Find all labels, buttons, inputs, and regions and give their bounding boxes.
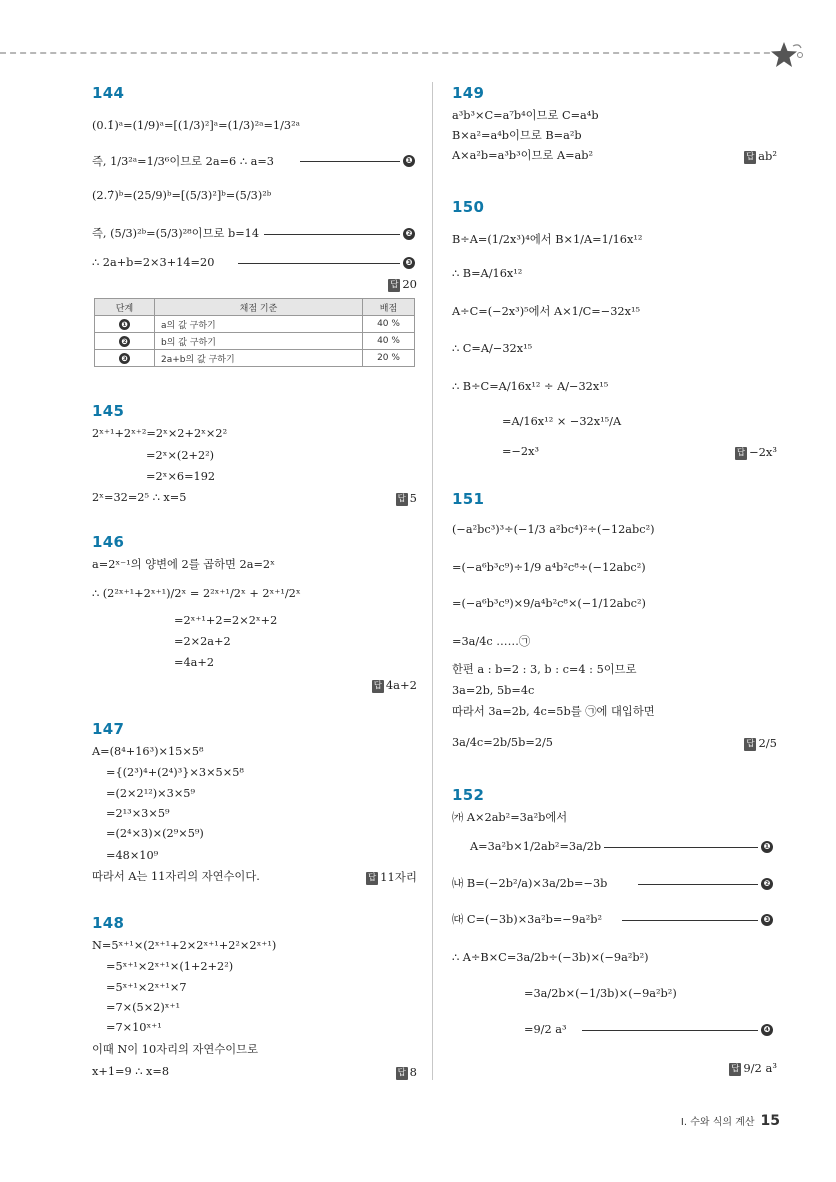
problem-number: 149 bbox=[452, 84, 485, 102]
rubric-criterion: a의 값 구하기 bbox=[155, 316, 363, 333]
problem-number: 145 bbox=[92, 402, 125, 420]
leader-line bbox=[264, 234, 400, 235]
answer-value: 11자리 bbox=[380, 870, 417, 884]
problem-number: 150 bbox=[452, 198, 485, 216]
solution-line: 2ˣ⁺¹+2ˣ⁺²=2ˣ×2+2ˣ×2² bbox=[92, 427, 228, 440]
answer-value: 8 bbox=[409, 1065, 417, 1079]
solution-line: =48×10⁹ bbox=[106, 849, 159, 862]
solution-line: B×a²=a⁴b이므로 B=a²b bbox=[452, 129, 582, 142]
leader-line bbox=[604, 847, 758, 848]
solution-line: ∴ B=A/16x¹² bbox=[452, 267, 523, 280]
solution-line: =(−a⁶b³c⁹)÷1/9 a⁴b²c⁸÷(−12abc²) bbox=[452, 561, 646, 574]
solution-line: =−2x³ bbox=[502, 445, 540, 458]
answer-badge: 답 bbox=[368, 873, 377, 883]
rubric-criterion: b의 값 구하기 bbox=[155, 333, 363, 350]
solution-line: (0.1̇)ᵃ=(1/9)ᵃ=[(1/3)²]ᵃ=(1/3)²ᵃ=1/3²ᵃ bbox=[92, 119, 300, 132]
answer bbox=[729, 1060, 777, 1076]
step-marker: ❸ bbox=[761, 914, 773, 926]
solution-line: ∴ C=A/−32x¹⁵ bbox=[452, 342, 533, 355]
answer-value: 5 bbox=[409, 491, 417, 505]
problem-number: 148 bbox=[92, 914, 125, 932]
solution-line: (−a²bc³)³÷(−1/3 a²bc⁴)²÷(−12abc²) bbox=[452, 523, 655, 536]
solution-line: 이때 N이 10자리의 자연수이므로 bbox=[92, 1043, 258, 1056]
leader-line bbox=[582, 1030, 758, 1031]
solution-line: 한편 a : b=2 : 3, b : c=4 : 5이므로 bbox=[452, 663, 637, 676]
rubric-header: 단계 bbox=[95, 299, 155, 316]
solution-line: a³b³×C=a⁷b⁴이므로 C=a⁴b bbox=[452, 109, 599, 122]
answer-value: 9/2 a³ bbox=[743, 1061, 777, 1075]
answer bbox=[372, 677, 417, 693]
solution-line: 즉, (5/3)²ᵇ=(5/3)²⁸이므로 b=14 bbox=[92, 227, 260, 240]
problem-number: 151 bbox=[452, 490, 485, 508]
solution-line: =7×10ˣ⁺¹ bbox=[106, 1021, 162, 1034]
rubric-header: 채점 기준 bbox=[155, 299, 363, 316]
solution-line: =2ˣ×6=192 bbox=[146, 470, 216, 483]
problem-number: 146 bbox=[92, 533, 125, 551]
solution-line: ㈎ A×2ab²=3a²b에서 bbox=[452, 811, 568, 824]
solution-line: =7×(5×2)ˣ⁺¹ bbox=[106, 1001, 181, 1014]
solution-line: 3a/4c=2b/5b=2/5 bbox=[452, 736, 553, 749]
answer-badge: 답 bbox=[746, 152, 755, 162]
solution-line: A÷C=(−2x³)⁵에서 A×1/C=−32x¹⁵ bbox=[452, 305, 641, 318]
solution-line: ={(2³)⁴+(2⁴)³}×3×5×5⁸ bbox=[106, 766, 244, 779]
step-marker: ❹ bbox=[761, 1024, 773, 1036]
solution-line: =3a/4c ……㉠ bbox=[452, 635, 531, 648]
column-divider bbox=[432, 82, 433, 1080]
answer-value: 2/5 bbox=[758, 736, 777, 750]
solution-line: A=3a²b×1/2ab²=3a/2b bbox=[470, 840, 602, 853]
solution-line: 따라서 3a=2b, 4c=5b를 ㉠에 대입하면 bbox=[452, 705, 655, 718]
step-marker: ❷ bbox=[761, 878, 773, 890]
solution-line: N=5ˣ⁺¹×(2ˣ⁺¹+2×2ˣ⁺¹+2²×2ˣ⁺¹) bbox=[92, 939, 277, 952]
chapter-title: Ⅰ. 수와 식의 계산 bbox=[680, 1117, 755, 1128]
answer bbox=[366, 869, 417, 885]
step-marker: ❷ bbox=[119, 336, 130, 347]
answer-badge: 답 bbox=[731, 1064, 740, 1074]
step-marker: ❸ bbox=[403, 257, 415, 269]
answer-value: ab² bbox=[758, 149, 777, 163]
solution-line: ㈏ B=(−2b²/a)×3a/2b=−3b bbox=[452, 877, 608, 890]
solution-line: ㈐ C=(−3b)×3a²b=−9a²b² bbox=[452, 913, 602, 926]
rubric-score: 20 % bbox=[363, 350, 415, 367]
solution-line: (2.7̇)ᵇ=(25/9)ᵇ=[(5/3)²]ᵇ=(5/3)²ᵇ bbox=[92, 189, 272, 202]
solution-line: =(−a⁶b³c⁹)×9/a⁴b²c⁸×(−1/12abc²) bbox=[452, 597, 646, 610]
solution-line: =9/2 a³ bbox=[524, 1023, 567, 1036]
problem-number: 144 bbox=[92, 84, 125, 102]
solution-line: a=2ˣ⁻¹의 양변에 2를 곱하면 2a=2ˣ bbox=[92, 558, 275, 571]
solution-line: =5ˣ⁺¹×2ˣ⁺¹×7 bbox=[106, 981, 187, 994]
leader-line bbox=[300, 161, 400, 162]
page-footer bbox=[640, 1110, 780, 1129]
leader-line bbox=[638, 884, 758, 885]
solution-line: A=(8⁴+16³)×15×5⁸ bbox=[92, 745, 204, 758]
answer bbox=[735, 444, 777, 460]
answer bbox=[744, 148, 777, 164]
leader-line bbox=[238, 263, 400, 264]
problem-number: 152 bbox=[452, 786, 485, 804]
answer bbox=[396, 1064, 417, 1080]
step-marker: ❶ bbox=[403, 155, 415, 167]
solution-line: ∴ A÷B×C=3a/2b÷(−3b)×(−9a²b²) bbox=[452, 951, 649, 964]
answer-badge: 답 bbox=[397, 1068, 406, 1078]
solution-line: =2ˣ×(2+2²) bbox=[146, 449, 215, 462]
solution-line: ∴ B÷C=A/16x¹² ÷ A/−32x¹⁵ bbox=[452, 380, 609, 393]
rubric-criterion: 2a+b의 값 구하기 bbox=[155, 350, 363, 367]
rubric-header: 배점 bbox=[363, 299, 415, 316]
solution-line: =A/16x¹² × −32x¹⁵/A bbox=[502, 415, 622, 428]
solution-line: 따라서 A는 11자리의 자연수이다. bbox=[92, 870, 260, 883]
answer-value: −2x³ bbox=[748, 445, 777, 459]
answer bbox=[396, 490, 417, 506]
problem-number: 147 bbox=[92, 720, 125, 738]
header-dashed-rule bbox=[0, 52, 790, 54]
solution-line: =2¹³×3×5⁹ bbox=[106, 807, 170, 820]
solution-line: x+1=9 ∴ x=8 bbox=[92, 1065, 170, 1078]
rubric-score: 40 % bbox=[363, 316, 415, 333]
solution-line: 2ˣ=32=2⁵ ∴ x=5 bbox=[92, 491, 187, 504]
answer-badge: 답 bbox=[746, 739, 755, 749]
solution-line: =4a+2 bbox=[174, 656, 215, 669]
rubric-row bbox=[95, 333, 415, 350]
answer-badge: 답 bbox=[390, 280, 399, 290]
solution-line: =(2×2¹²)×3×5⁹ bbox=[106, 787, 196, 800]
solution-line: =(2⁴×3)×(2⁹×5⁹) bbox=[106, 827, 204, 840]
solution-line: 3a=2b, 5b=4c bbox=[452, 684, 535, 697]
solution-line: 즉, 1/3²ᵃ=1/3⁶이므로 2a=6 ∴ a=3 bbox=[92, 155, 274, 168]
step-marker: ❶ bbox=[119, 319, 130, 330]
step-marker: ❸ bbox=[119, 353, 130, 364]
answer-value: 20 bbox=[402, 277, 417, 291]
rubric-row bbox=[95, 350, 415, 367]
solution-line: ∴ (2²ˣ⁺¹+2ˣ⁺¹)/2ˣ = 2²ˣ⁺¹/2ˣ + 2ˣ⁺¹/2ˣ bbox=[92, 587, 301, 600]
solution-line: =5ˣ⁺¹×2ˣ⁺¹×(1+2+2²) bbox=[106, 960, 234, 973]
page-number: 15 bbox=[760, 1113, 780, 1129]
solution-line: =2×2a+2 bbox=[174, 635, 231, 648]
solution-line: B÷A=(1/2x³)⁴에서 B×1/A=1/16x¹² bbox=[452, 233, 643, 246]
solution-line: ∴ 2a+b=2×3+14=20 bbox=[92, 256, 215, 269]
step-marker: ❶ bbox=[761, 841, 773, 853]
rubric-row bbox=[95, 316, 415, 333]
answer-value: 4a+2 bbox=[385, 678, 417, 692]
scoring-rubric-table bbox=[94, 298, 415, 367]
answer-badge: 답 bbox=[736, 448, 746, 458]
solution-line: =3a/2b×(−1/3b)×(−9a²b²) bbox=[524, 987, 677, 1000]
step-marker: ❷ bbox=[403, 228, 415, 240]
leader-line bbox=[622, 920, 758, 921]
answer-badge: 답 bbox=[373, 681, 382, 691]
solution-line: A×a²b=a³b³이므로 A=ab² bbox=[452, 149, 594, 162]
answer bbox=[388, 276, 417, 292]
answer-badge: 답 bbox=[397, 494, 406, 504]
answer bbox=[744, 735, 777, 751]
solution-line: =2ˣ⁺¹+2=2×2ˣ+2 bbox=[174, 614, 278, 627]
rubric-score: 40 % bbox=[363, 333, 415, 350]
star-icon bbox=[766, 36, 806, 76]
